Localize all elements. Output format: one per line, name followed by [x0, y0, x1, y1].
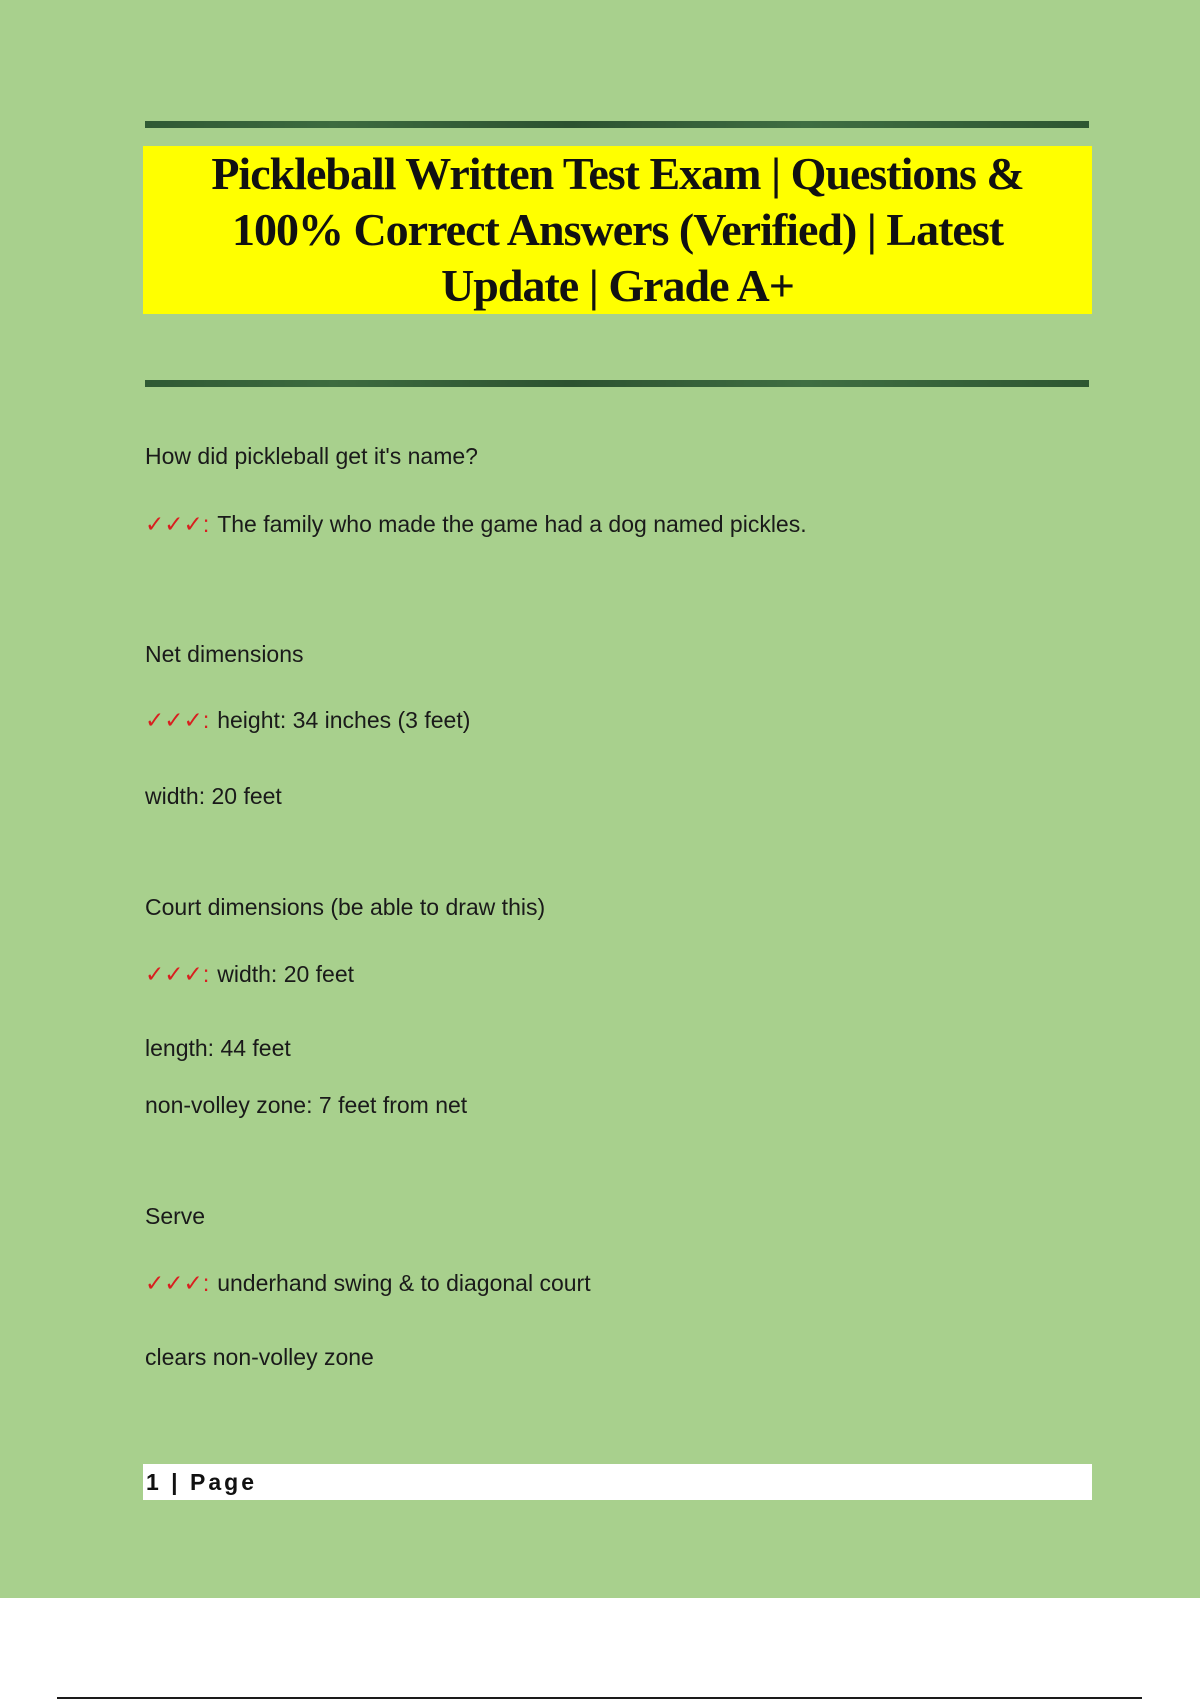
page-footer [143, 1464, 1092, 1500]
answer-3-line-3: non-volley zone: 7 feet from net [145, 1092, 468, 1118]
answer-2-text: height: 34 inches (3 feet) [217, 707, 471, 733]
answer-1-text: The family who made the game had a dog named pickles. [217, 511, 807, 537]
answer-3 [145, 960, 354, 989]
answer-4 [145, 1269, 591, 1298]
question-2: Net dimensions [145, 641, 304, 667]
check-separator: : [202, 511, 210, 537]
document-title: Pickleball Written Test Exam | Questions & 100% Correct Answers (Verified) | Latest Update | Grade A+ [211, 148, 1024, 311]
check-separator: : [202, 1270, 210, 1296]
answer-1 [145, 510, 807, 539]
top-divider-rule [145, 121, 1089, 128]
page-number: 1 | Page [146, 1469, 257, 1495]
answer-2 [145, 706, 470, 735]
question-4: Serve [145, 1203, 206, 1229]
answer-3-line-2: length: 44 feet [145, 1035, 291, 1061]
check-marks-icon: ✓✓✓ [145, 962, 203, 988]
question-3: Court dimensions (be able to draw this) [145, 894, 546, 920]
check-marks-icon: ✓✓✓ [145, 1271, 203, 1297]
title-highlight-box [143, 146, 1092, 314]
page-bottom-line [57, 1697, 1142, 1699]
question-1: How did pickleball get it's name? [145, 443, 478, 469]
answer-3-text: width: 20 feet [217, 961, 355, 987]
check-marks-icon: ✓✓✓ [145, 708, 203, 734]
check-separator: : [202, 707, 210, 733]
bottom-divider-rule [145, 380, 1089, 387]
answer-2-line-2: width: 20 feet [145, 783, 282, 809]
answer-4-line-2: clears non-volley zone [145, 1344, 374, 1370]
check-separator: : [202, 961, 210, 987]
check-marks-icon: ✓✓✓ [145, 512, 203, 538]
answer-4-text: underhand swing & to diagonal court [217, 1270, 591, 1296]
